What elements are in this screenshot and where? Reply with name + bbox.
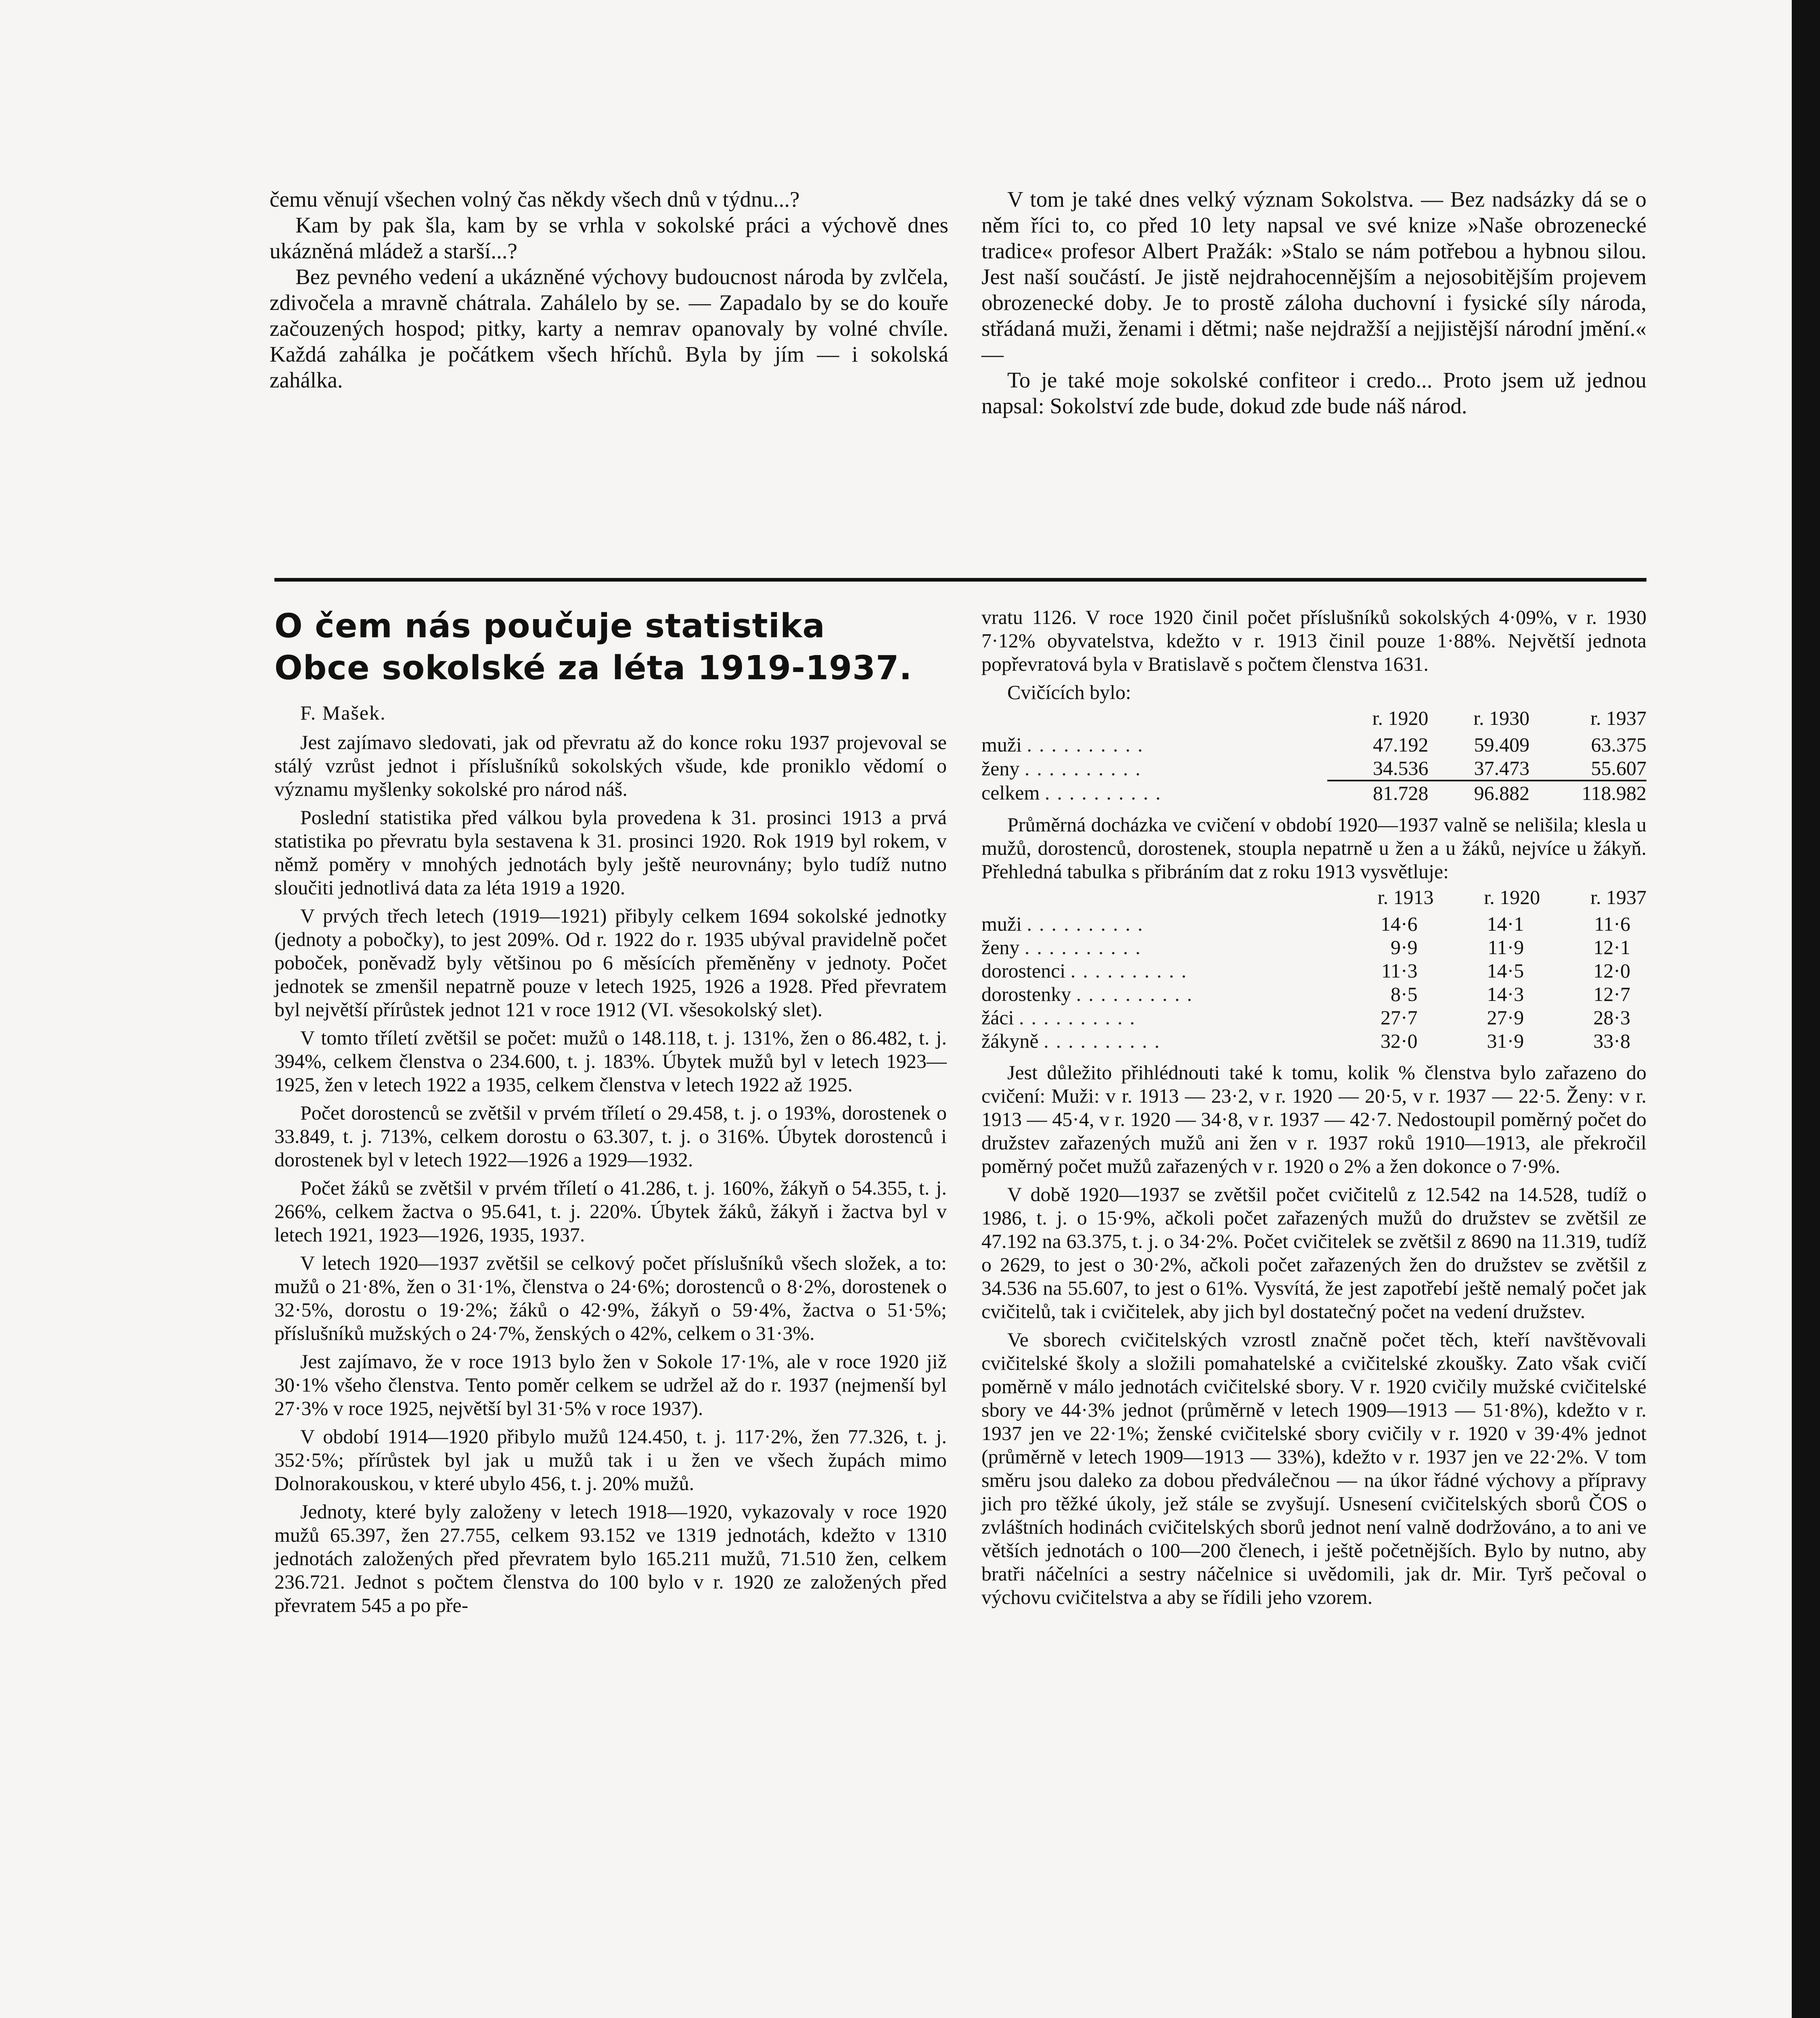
table-cell: 14·1	[1487, 913, 1524, 935]
table-cell: 55.607	[1529, 756, 1646, 781]
title-line-1: O čem nás poučuje statistika	[274, 607, 825, 645]
table-row	[981, 1006, 1646, 1029]
table-row	[981, 982, 1646, 1006]
author: F. Mašek.	[300, 701, 386, 724]
table-cell: 14·6	[1380, 913, 1418, 935]
row-label: ženy	[981, 936, 1020, 959]
table-cell: 27·9	[1487, 1006, 1524, 1029]
paragraph: V době 1920—1937 se zvětšil počet cvičitelů z 12.542 na 14.528, tudíž o 1986, t. j. o 15·9%, ačkoli počet zařazených mužů do družstev se zvětšil ze 47.192 na 63.375, t. j. o 34·2%. Počet cvičitelek se zvětšil z 8690 na 11.319, tudíž o 2629, to jest o 30·2%, ačkoli počet zařazených žen do družstev se zvětšil z 34.536 na 55.607, to jest o 61%. Vysvítá, že jest zapotřebí ještě nemalý počet jak cvičitelů, tak i cvičitelek, aby jich byl dostatečný počet na vedení družstev.	[981, 1183, 1646, 1323]
row-label: žákyně	[981, 1030, 1039, 1052]
table-cell: 14·3	[1487, 983, 1524, 1005]
table-row	[981, 781, 1646, 805]
column-header: r. 1930	[1473, 707, 1530, 729]
leader-dots: ..........	[1076, 983, 1199, 1005]
paragraph: vratu 1126. V roce 1920 činil počet příslušníků sokolských 4·09%, v r. 1930 7·12% obyvatelstva, kdežto v r. 1913 činil pouze 1·88%. Největší jednota popřevratová byla v Bratislavě s počtem členstva 1631.	[981, 606, 1646, 675]
article-left-column	[274, 605, 947, 1617]
leader-dots: ..........	[1024, 936, 1148, 959]
leader-dots: ..........	[1019, 1006, 1142, 1029]
exercisers-table	[981, 706, 1646, 805]
paragraph: V tom je také dnes velký význam Sokolstva. — Bez nadsázky dá se o něm říci to, co před 10 lety napsal ve své knize »Naše obrozenecké tradice« profesor Albert Pražák: »Stalo se nám potřebou a hybnou silou. Jest naší součástí. Je jistě nejdrahocennějším a nejosobitějším projevem obrozenecké doby. Je to prostě záloha duchovní i fysické síly národa, střádaná muži, ženami i dětmi; naše nejdražší a nejjistější národní jmění.« —	[981, 187, 1646, 366]
row-label: celkem	[981, 781, 1040, 804]
column-header: r. 1937	[1590, 707, 1646, 729]
section-divider	[274, 578, 1646, 582]
attendance-table	[981, 885, 1646, 1053]
paragraph: Průměrná docházka ve cvičení v období 1920—1937 valně se nelišila; klesla u mužů, dorostenců, dorostenek, stoupla nepatrně u žen a u žáků, nejvíce u žákyň. Přehledná tabulka s přibráním dat z roku 1913 vysvětluje:	[981, 813, 1646, 883]
paragraph: V období 1914—1920 přibylo mužů 124.450, t. j. 117·2%, žen 77.326, t. j. 352·5%; přírůstek byl jak u mužů tak i u žen ve všech župách mimo Dolnorakouskou, v které ubylo 456, t. j. 20% mužů.	[274, 1425, 947, 1495]
table-cell: 33·8	[1593, 1030, 1630, 1052]
paragraph: Jest zajímavo sledovati, jak od převratu až do konce roku 1937 projevoval se stálý vzrůst jednot i příslušníků sokolských všude, kde proniklo vědomí o významu myšlenky sokolské pro národ náš.	[274, 731, 947, 800]
table-cell: 34.536	[1327, 756, 1429, 781]
table-cell: 27·7	[1380, 1006, 1418, 1029]
table-row	[981, 756, 1646, 781]
paragraph: Jednoty, které byly založeny v letech 1918—1920, vykazovaly v roce 1920 mužů 65.397, žen 27.755, celkem 93.152 ve 1319 jednotách, kdežto v 1310 jednotách založených před převratem bylo 165.211 mužů, 71.510 žen, celkem 236.721. Jednot s počtem členstva do 100 bylo v r. 1920 ze založených před převratem 545 a po pře-	[274, 1500, 947, 1616]
paragraph: Jest zajímavo, že v roce 1913 bylo žen v Sokole 17·1%, ale v roce 1920 již 30·1% všeho členstva. Tento poměr celkem se udržel až do r. 1937 (nejmenší byl 27·3% v roce 1925, největší byl 31·5% v roce 1937).	[274, 1350, 947, 1419]
table-cell: 31·9	[1487, 1030, 1524, 1052]
table-cell: 96.882	[1474, 782, 1530, 804]
table-cell: 12·1	[1593, 936, 1630, 959]
paragraph: V letech 1920—1937 zvětšil se celkový počet příslušníků všech složek, a to: mužů o 21·8%, žen o 31·1%, členstva o 24·6%; dorostenců o 8·2%, dorostenek o 32·5%, dorostu o 19·2%; žáků o 42·9%, žákyň o 59·4%, žactva o 51·5%; příslušníků mužských o 24·7%, ženských o 42%, celkem o 31·3%.	[274, 1252, 947, 1344]
table-row	[981, 959, 1646, 982]
leader-dots: ..........	[1044, 1030, 1167, 1052]
paragraph: Poslední statistika před válkou byla provedena k 31. prosinci 1913 a prvá statistika po převratu byla sestavena k 31. prosinci 1920. Rok 1919 byl rokem, v němž poměry v mnohých jednotách byly ještě neurovnány; bylo tudíž nutno sloučiti jednotlivá data za léta 1919 a 1920.	[274, 806, 947, 899]
table-cell: 11·9	[1487, 936, 1524, 959]
row-label: muži	[981, 913, 1022, 935]
table-cell: 47.192	[1373, 733, 1429, 756]
paragraph: V prvých třech letech (1919—1921) přibyly celkem 1694 sokolské jednotky (jednoty a pobočky), to jest 209%. Od r. 1922 do r. 1935 ubýval pravidelně počet poboček, poněvadž byly většinou po 6 měsících přeměněny v jednoty. Počet jednotek se zmenšil nepatrně pouze v letech 1925, 1926 a 1928. Před převratem byl největší přírůstek jednot 121 v roce 1912 (VI. všesokolský slet).	[274, 904, 947, 1021]
table-row	[981, 1029, 1646, 1053]
paragraph: To je také moje sokolské confiteor i credo... Proto jsem už jednou napsal: Sokolství zde bude, dokud zde bude náš národ.	[981, 368, 1646, 418]
leader-dots: ..........	[1024, 757, 1148, 780]
table-cell: 12·0	[1593, 959, 1630, 982]
table-cell: 11·6	[1594, 913, 1630, 935]
row-label: dorostenky	[981, 983, 1071, 1005]
paragraph: Ve sborech cvičitelských vzrostl značně počet těch, kteří navštěvovali cvičitelské školy a složili pomahatelské a cvičitelské zkoušky. Zato však cvičí poměrně v málo jednotách cvičitelské sbory. V r. 1920 cvičily mužské cvičitelské sbory ve 44·3% jednot (průměrně v letech 1909—1913 — 51·8%), kdežto v r. 1937 jen ve 22·1%; ženské cvičitelské sbory cvičily v r. 1920 v 39·4% jednot (průměrně v letech 1909—1913 — 33%), kdežto v r. 1937 jen ve 22·2%. V tom směru jsou daleko za dobou předválečnou — na úkor řádné výchovy a přípravy jich pro těžké úkoly, jež stále se zvyšují. Usnesení cvičitelských sborů ČOS o zvláštních hodinách cvičitelských sborů jednot není valně dodržováno, a to ani ve větších jednotách o 100—200 členech, i ještě početnějších. Bylo by nutno, aby bratři náčelníci a sestry náčelnice si uvědomili, jak dr. Mir. Tyrš pečoval o výchovu cvičitelstva a aby se řídili jeho vzorem.	[981, 1328, 1646, 1608]
leader-dots: ..........	[1027, 913, 1150, 935]
leader-dots: ..........	[1027, 733, 1150, 756]
table-row	[981, 912, 1646, 936]
title-line-2: Obce sokolské za léta 1919-1937.	[274, 649, 912, 687]
table-cell: 28·3	[1593, 1006, 1630, 1029]
table-header-row	[981, 885, 1646, 912]
table-cell: 8·5	[1390, 983, 1418, 1005]
table-cell: 9·9	[1390, 936, 1418, 959]
column-header: r. 1937	[1590, 886, 1646, 909]
article-body	[274, 731, 947, 1617]
table-cell: 32·0	[1380, 1030, 1418, 1052]
column-header: r. 1920	[1484, 886, 1540, 909]
table-cell: 59.409	[1474, 733, 1530, 756]
paragraph: Bez pevného vedení a ukázněné výchovy budoucnost národa by zvlčela, zdivočela a mravně chátrala. Zahálelo by se. — Zapadalo by se do kouře začouzených hospod; pitky, karty a nemrav opanovaly by volné chvíle. Každá zahálka je počátkem všech hříchů. Byla by jím — i sokolská zahálka.	[270, 264, 948, 392]
table-header-row	[981, 706, 1646, 733]
table-cell: 14·5	[1487, 959, 1524, 982]
top-left-column	[270, 186, 948, 393]
table-cell: 37.473	[1429, 756, 1530, 781]
table-row	[981, 936, 1646, 959]
row-label: žáci	[981, 1006, 1014, 1029]
table-cell: 63.375	[1591, 733, 1646, 756]
table-cell: 12·7	[1593, 983, 1630, 1005]
row-label: muži	[981, 733, 1022, 756]
scan-edge	[1792, 0, 1820, 2018]
article-title	[274, 605, 947, 689]
table-cell: 11·3	[1381, 959, 1418, 982]
column-header: r. 1913	[1377, 886, 1434, 909]
paragraph: Jest důležito přihlédnouti také k tomu, kolik % členstva bylo zařazeno do cvičení: Muži: v r. 1913 — 23·2, v r. 1920 — 20·5, v r. 1937 — 22·5. Ženy: v r. 1913 — 45·4, v r. 1920 — 34·8, v r. 1937 — 42·7. Nedostoupil poměrný počet do družstev zařazených mužů ani žen v r. 1937 roků 1910—1913, ale překročil poměrný počet mužů zařazených v r. 1920 o 2% a žen dokonce o 7·9%.	[981, 1061, 1646, 1177]
table-row	[981, 733, 1646, 756]
table-cell: 81.728	[1373, 782, 1429, 804]
paragraph: Počet žáků se zvětšil v prvém tříletí o 41.286, t. j. 160%, žákyň o 54.355, t. j. 266%, celkem žactva o 95.641, t. j. 220%. Úbytek žáků, žákyň i žactva byl v letech 1921, 1923—1926, 1935, 1937.	[274, 1176, 947, 1246]
top-right-column	[981, 186, 1646, 419]
table-cell: 118.982	[1582, 782, 1646, 804]
leader-dots: ..........	[1044, 781, 1168, 804]
paragraph: Počet dorostenců se zvětšil v prvém tříletí o 29.458, t. j. o 193%, dorostenek o 33.849, t. j. 713%, celkem dorostu o 63.307, t. j. o 316%. Úbytek dorostenců i dorostenek byl v letech 1922—1926 a 1929—1932.	[274, 1101, 947, 1171]
paragraph: Kam by pak šla, kam by se vrhla v sokolské práci a výchově dnes ukázněná mládež a starší...?	[270, 213, 948, 263]
row-label: dorostenci	[981, 959, 1066, 982]
article-right-column	[981, 605, 1646, 1609]
paragraph: čemu věnují všechen volný čas někdy všech dnů v týdnu...?	[270, 187, 800, 211]
column-header: r. 1920	[1372, 707, 1429, 729]
row-label: ženy	[981, 757, 1020, 780]
paragraph: V tomto tříletí zvětšil se počet: mužů o 148.118, t. j. 131%, žen o 86.482, t. j. 394%, celkem členstva o 234.600, t. j. 183%. Úbytek mužů byl v letech 1923—1925, žen v letech 1922 a 1935, celkem členstva v letech 1922 až 1925.	[274, 1026, 947, 1096]
leader-dots: ..........	[1070, 959, 1194, 982]
table-caption: Cvičících bylo:	[1007, 681, 1131, 703]
